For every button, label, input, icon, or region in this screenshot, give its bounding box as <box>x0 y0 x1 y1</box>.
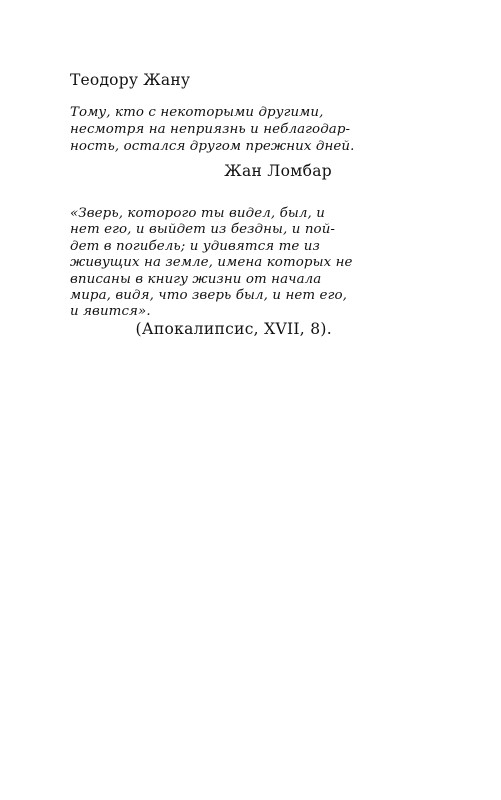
epigraph-citation: (Апокалипсис, XVII, 8). <box>135 320 332 338</box>
dedication-line: Тому, кто с некоторыми другими, <box>70 105 324 120</box>
dedication-line: ность, остался другом прежних дней. <box>70 139 355 154</box>
epigraph-quote <box>70 206 353 321</box>
epigraph-line: живущих на земле, имена которых не <box>70 255 353 271</box>
dedication-signature: Жан Ломбар <box>224 162 332 180</box>
dedication-line: несмотря на неприязнь и неблагодар- <box>70 122 351 137</box>
epigraph-line: дет в погибель; и удивятся те из <box>70 238 320 254</box>
epigraph-line: вписаны в книгу жизни от начала <box>70 271 322 287</box>
epigraph-line: и явится». <box>70 304 151 320</box>
epigraph-line: нет его, и выйдет из бездны, и пой- <box>70 222 336 238</box>
dedication-text <box>70 104 355 155</box>
dedication-title: Теодору Жану <box>70 71 191 89</box>
epigraph-line: «Зверь, которого ты видел, был, и <box>70 206 325 221</box>
epigraph-line: мира, видя, что зверь был, и нет его, <box>70 288 347 304</box>
